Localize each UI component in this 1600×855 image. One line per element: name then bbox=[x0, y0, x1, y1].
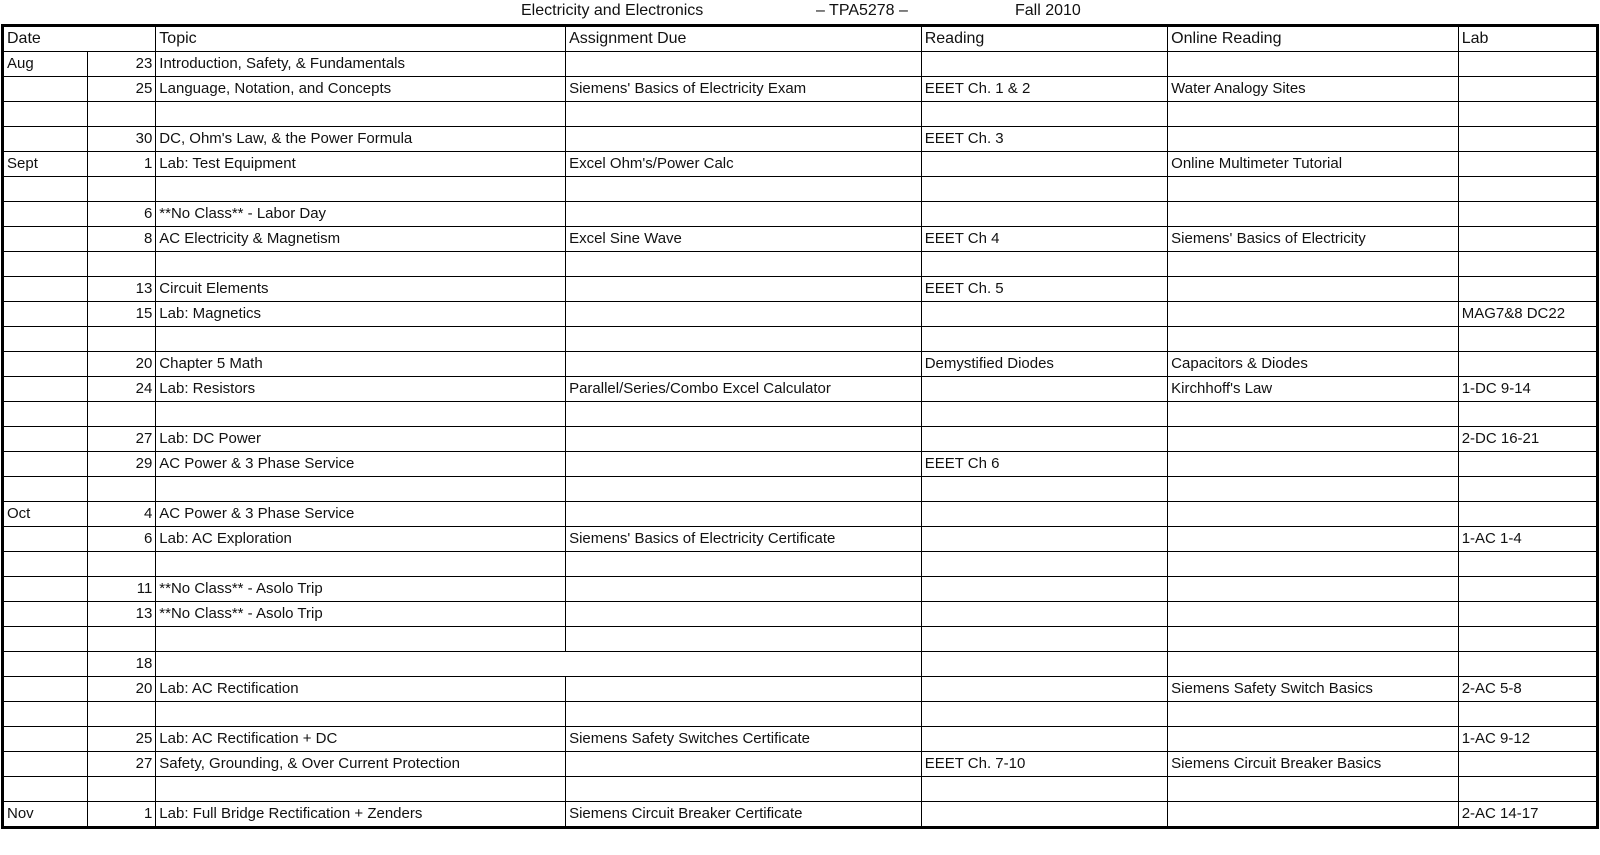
cell-assignment bbox=[566, 327, 922, 352]
course-code: – TPA5278 – bbox=[816, 2, 908, 19]
header-online-reading: Online Reading bbox=[1168, 26, 1459, 52]
cell-online-reading: Online Multimeter Tutorial bbox=[1168, 152, 1459, 177]
page-header bbox=[0, 0, 1600, 24]
cell-assignment bbox=[566, 777, 922, 802]
cell-month bbox=[3, 302, 88, 327]
course-title: Electricity and Electronics bbox=[521, 2, 704, 19]
cell-day: 1 bbox=[88, 152, 156, 177]
cell-online-reading: Kirchhoff's Law bbox=[1168, 377, 1459, 402]
cell-lab: 2-DC 16-21 bbox=[1458, 427, 1597, 452]
cell-reading bbox=[921, 602, 1167, 627]
cell-day bbox=[88, 552, 156, 577]
schedule-row bbox=[3, 602, 1598, 627]
cell-topic: Lab: DC Power bbox=[156, 427, 566, 452]
cell-reading bbox=[921, 152, 1167, 177]
cell-month bbox=[3, 352, 88, 377]
cell-online-reading bbox=[1168, 502, 1459, 527]
cell-online-reading: Siemens' Basics of Electricity bbox=[1168, 227, 1459, 252]
cell-topic: **No Class** - Asolo Trip bbox=[156, 602, 566, 627]
cell-lab: 1-AC 1-4 bbox=[1458, 527, 1597, 552]
cell-online-reading bbox=[1168, 277, 1459, 302]
cell-lab bbox=[1458, 127, 1597, 152]
cell-online-reading bbox=[1168, 777, 1459, 802]
cell-day: 23 bbox=[88, 52, 156, 77]
cell-topic: Lab: Magnetics bbox=[156, 302, 566, 327]
cell-reading: EEET Ch 6 bbox=[921, 452, 1167, 477]
cell-reading bbox=[921, 502, 1167, 527]
cell-lab bbox=[1458, 502, 1597, 527]
cell-day: 27 bbox=[88, 427, 156, 452]
schedule-row bbox=[3, 302, 1598, 327]
cell-reading bbox=[921, 802, 1167, 828]
schedule-row bbox=[3, 727, 1598, 752]
cell-reading: EEET Ch. 1 & 2 bbox=[921, 77, 1167, 102]
cell-day: 6 bbox=[88, 527, 156, 552]
cell-online-reading bbox=[1168, 402, 1459, 427]
schedule-row bbox=[3, 202, 1598, 227]
cell-reading bbox=[921, 52, 1167, 77]
cell-lab bbox=[1458, 452, 1597, 477]
cell-month bbox=[3, 752, 88, 777]
cell-topic: Circuit Elements bbox=[156, 277, 566, 302]
cell-lab bbox=[1458, 352, 1597, 377]
cell-online-reading bbox=[1168, 627, 1459, 652]
cell-topic bbox=[156, 252, 566, 277]
cell-assignment: Excel Ohm's/Power Calc bbox=[566, 152, 922, 177]
cell-month bbox=[3, 77, 88, 102]
schedule-row bbox=[3, 677, 1598, 702]
cell-month bbox=[3, 277, 88, 302]
cell-assignment bbox=[566, 177, 922, 202]
cell-lab bbox=[1458, 577, 1597, 602]
header-lab: Lab bbox=[1458, 26, 1597, 52]
cell-online-reading bbox=[1168, 577, 1459, 602]
cell-day: 15 bbox=[88, 302, 156, 327]
schedule-row bbox=[3, 127, 1598, 152]
cell-reading bbox=[921, 477, 1167, 502]
cell-topic: Lab: AC Rectification + DC bbox=[156, 727, 566, 752]
cell-day: 24 bbox=[88, 377, 156, 402]
cell-lab bbox=[1458, 227, 1597, 252]
schedule-row bbox=[3, 627, 1598, 652]
cell-day bbox=[88, 477, 156, 502]
cell-assignment bbox=[566, 252, 922, 277]
cell-assignment bbox=[566, 477, 922, 502]
cell-topic: Lab: AC Rectification bbox=[156, 677, 566, 702]
cell-lab bbox=[1458, 752, 1597, 777]
cell-month bbox=[3, 702, 88, 727]
cell-online-reading bbox=[1168, 102, 1459, 127]
schedule-table bbox=[1, 24, 1599, 829]
cell-topic: AC Power & 3 Phase Service bbox=[156, 452, 566, 477]
cell-assignment bbox=[566, 302, 922, 327]
cell-topic: Lab: Resistors bbox=[156, 377, 566, 402]
cell-assignment bbox=[566, 102, 922, 127]
header-row bbox=[3, 26, 1598, 52]
cell-assignment: Siemens Circuit Breaker Certificate bbox=[566, 802, 922, 828]
cell-lab: 2-AC 14-17 bbox=[1458, 802, 1597, 828]
cell-day bbox=[88, 327, 156, 352]
cell-month bbox=[3, 227, 88, 252]
cell-online-reading bbox=[1168, 427, 1459, 452]
cell-lab bbox=[1458, 202, 1597, 227]
cell-topic: Lab: AC Exploration bbox=[156, 527, 566, 552]
cell-reading bbox=[921, 702, 1167, 727]
cell-topic: AC Electricity & Magnetism bbox=[156, 227, 566, 252]
cell-assignment bbox=[566, 552, 922, 577]
cell-online-reading bbox=[1168, 52, 1459, 77]
cell-month: Oct bbox=[3, 502, 88, 527]
schedule-row bbox=[3, 352, 1598, 377]
cell-day: 27 bbox=[88, 752, 156, 777]
schedule-row bbox=[3, 402, 1598, 427]
cell-online-reading bbox=[1168, 552, 1459, 577]
cell-month: Nov bbox=[3, 802, 88, 828]
cell-lab bbox=[1458, 177, 1597, 202]
cell-lab: MAG7&8 DC22 bbox=[1458, 302, 1597, 327]
course-term: Fall 2010 bbox=[1015, 2, 1081, 19]
cell-assignment bbox=[566, 127, 922, 152]
cell-day: 25 bbox=[88, 727, 156, 752]
cell-reading bbox=[921, 727, 1167, 752]
schedule-row bbox=[3, 102, 1598, 127]
schedule-row bbox=[3, 702, 1598, 727]
cell-topic bbox=[156, 477, 566, 502]
cell-assignment bbox=[566, 352, 922, 377]
cell-day: 13 bbox=[88, 277, 156, 302]
schedule-row bbox=[3, 252, 1598, 277]
cell-topic: Lab: Full Bridge Rectification + Zenders bbox=[156, 802, 566, 828]
cell-day: 4 bbox=[88, 502, 156, 527]
cell-assignment bbox=[566, 577, 922, 602]
cell-day bbox=[88, 402, 156, 427]
cell-assignment bbox=[566, 202, 922, 227]
cell-topic: Safety, Grounding, & Over Current Protection bbox=[156, 752, 566, 777]
cell-assignment bbox=[566, 627, 922, 652]
cell-lab bbox=[1458, 152, 1597, 177]
cell-day: 30 bbox=[88, 127, 156, 152]
schedule-row bbox=[3, 752, 1598, 777]
cell-assignment bbox=[566, 52, 922, 77]
schedule-row bbox=[3, 327, 1598, 352]
cell-online-reading: Siemens Safety Switch Basics bbox=[1168, 677, 1459, 702]
cell-month bbox=[3, 602, 88, 627]
cell-day: 29 bbox=[88, 452, 156, 477]
cell-reading: EEET Ch. 3 bbox=[921, 127, 1167, 152]
cell-lab bbox=[1458, 602, 1597, 627]
cell-topic bbox=[156, 327, 566, 352]
cell-online-reading: Capacitors & Diodes bbox=[1168, 352, 1459, 377]
cell-topic bbox=[156, 552, 566, 577]
cell-day bbox=[88, 777, 156, 802]
cell-reading bbox=[921, 377, 1167, 402]
cell-month: Sept bbox=[3, 152, 88, 177]
cell-reading bbox=[921, 402, 1167, 427]
cell-online-reading bbox=[1168, 602, 1459, 627]
cell-topic: Language, Notation, and Concepts bbox=[156, 77, 566, 102]
cell-topic: **No Class** - Asolo Trip bbox=[156, 577, 566, 602]
cell-day: 11 bbox=[88, 577, 156, 602]
schedule-row bbox=[3, 152, 1598, 177]
cell-day: 8 bbox=[88, 227, 156, 252]
cell-reading bbox=[921, 177, 1167, 202]
cell-month bbox=[3, 252, 88, 277]
cell-lab bbox=[1458, 327, 1597, 352]
cell-month bbox=[3, 402, 88, 427]
cell-reading bbox=[921, 627, 1167, 652]
cell-lab bbox=[1458, 652, 1597, 677]
cell-lab bbox=[1458, 552, 1597, 577]
cell-reading: EEET Ch 4 bbox=[921, 227, 1167, 252]
cell-online-reading bbox=[1168, 527, 1459, 552]
cell-lab bbox=[1458, 77, 1597, 102]
cell-reading bbox=[921, 527, 1167, 552]
cell-assignment bbox=[566, 752, 922, 777]
cell-online-reading bbox=[1168, 702, 1459, 727]
cell-topic bbox=[156, 777, 566, 802]
cell-lab bbox=[1458, 627, 1597, 652]
cell-lab bbox=[1458, 477, 1597, 502]
cell-assignment bbox=[566, 402, 922, 427]
cell-month bbox=[3, 327, 88, 352]
cell-topic bbox=[156, 652, 921, 677]
cell-assignment: Parallel/Series/Combo Excel Calculator bbox=[566, 377, 922, 402]
cell-assignment bbox=[566, 602, 922, 627]
cell-online-reading bbox=[1168, 652, 1459, 677]
cell-day: 1 bbox=[88, 802, 156, 828]
cell-online-reading bbox=[1168, 452, 1459, 477]
cell-online-reading bbox=[1168, 302, 1459, 327]
cell-month bbox=[3, 202, 88, 227]
cell-reading bbox=[921, 652, 1167, 677]
schedule-row bbox=[3, 552, 1598, 577]
cell-month bbox=[3, 127, 88, 152]
cell-reading bbox=[921, 252, 1167, 277]
cell-reading: EEET Ch. 7-10 bbox=[921, 752, 1167, 777]
cell-topic bbox=[156, 702, 566, 727]
cell-reading bbox=[921, 552, 1167, 577]
cell-day: 20 bbox=[88, 677, 156, 702]
cell-assignment bbox=[566, 427, 922, 452]
cell-month bbox=[3, 552, 88, 577]
cell-lab bbox=[1458, 277, 1597, 302]
cell-reading bbox=[921, 102, 1167, 127]
schedule-row bbox=[3, 377, 1598, 402]
schedule-row bbox=[3, 777, 1598, 802]
cell-reading bbox=[921, 777, 1167, 802]
cell-lab bbox=[1458, 102, 1597, 127]
schedule-row bbox=[3, 477, 1598, 502]
cell-reading bbox=[921, 677, 1167, 702]
cell-month: Aug bbox=[3, 52, 88, 77]
schedule-row bbox=[3, 527, 1598, 552]
cell-topic bbox=[156, 177, 566, 202]
cell-topic: **No Class** - Labor Day bbox=[156, 202, 566, 227]
header-assignment: Assignment Due bbox=[566, 26, 922, 52]
cell-month bbox=[3, 652, 88, 677]
schedule-row bbox=[3, 652, 1598, 677]
schedule-row bbox=[3, 577, 1598, 602]
cell-online-reading bbox=[1168, 202, 1459, 227]
cell-topic bbox=[156, 627, 566, 652]
cell-day: 13 bbox=[88, 602, 156, 627]
cell-month bbox=[3, 777, 88, 802]
cell-reading bbox=[921, 577, 1167, 602]
cell-lab bbox=[1458, 402, 1597, 427]
cell-topic bbox=[156, 402, 566, 427]
schedule-row bbox=[3, 452, 1598, 477]
cell-lab bbox=[1458, 702, 1597, 727]
cell-online-reading: Water Analogy Sites bbox=[1168, 77, 1459, 102]
cell-online-reading bbox=[1168, 802, 1459, 828]
cell-assignment: Siemens' Basics of Electricity Certificate bbox=[566, 527, 922, 552]
cell-lab: 1-AC 9-12 bbox=[1458, 727, 1597, 752]
cell-reading bbox=[921, 327, 1167, 352]
cell-month bbox=[3, 427, 88, 452]
cell-day: 25 bbox=[88, 77, 156, 102]
cell-day bbox=[88, 102, 156, 127]
cell-assignment bbox=[566, 677, 922, 702]
cell-day: 20 bbox=[88, 352, 156, 377]
schedule-row bbox=[3, 77, 1598, 102]
cell-month bbox=[3, 527, 88, 552]
schedule-row bbox=[3, 502, 1598, 527]
cell-topic: Lab: Test Equipment bbox=[156, 152, 566, 177]
schedule-row bbox=[3, 277, 1598, 302]
cell-month bbox=[3, 677, 88, 702]
cell-day: 18 bbox=[88, 652, 156, 677]
cell-month bbox=[3, 577, 88, 602]
cell-lab bbox=[1458, 777, 1597, 802]
cell-reading: Demystified Diodes bbox=[921, 352, 1167, 377]
cell-reading bbox=[921, 302, 1167, 327]
cell-assignment bbox=[566, 277, 922, 302]
schedule-row bbox=[3, 802, 1598, 828]
cell-day bbox=[88, 177, 156, 202]
cell-assignment bbox=[566, 702, 922, 727]
cell-month bbox=[3, 377, 88, 402]
cell-lab bbox=[1458, 52, 1597, 77]
cell-assignment bbox=[566, 502, 922, 527]
cell-topic: DC, Ohm's Law, & the Power Formula bbox=[156, 127, 566, 152]
header-topic: Topic bbox=[156, 26, 566, 52]
schedule-row bbox=[3, 52, 1598, 77]
cell-reading bbox=[921, 427, 1167, 452]
cell-lab: 2-AC 5-8 bbox=[1458, 677, 1597, 702]
cell-online-reading bbox=[1168, 177, 1459, 202]
cell-lab: 1-DC 9-14 bbox=[1458, 377, 1597, 402]
cell-topic: AC Power & 3 Phase Service bbox=[156, 502, 566, 527]
cell-topic: Chapter 5 Math bbox=[156, 352, 566, 377]
cell-reading bbox=[921, 202, 1167, 227]
cell-month bbox=[3, 452, 88, 477]
cell-day: 6 bbox=[88, 202, 156, 227]
cell-month bbox=[3, 477, 88, 502]
schedule-row bbox=[3, 177, 1598, 202]
cell-online-reading bbox=[1168, 727, 1459, 752]
cell-day bbox=[88, 702, 156, 727]
cell-assignment: Siemens Safety Switches Certificate bbox=[566, 727, 922, 752]
cell-assignment bbox=[566, 452, 922, 477]
cell-assignment: Excel Sine Wave bbox=[566, 227, 922, 252]
cell-online-reading bbox=[1168, 252, 1459, 277]
header-date: Date bbox=[3, 26, 156, 52]
cell-lab bbox=[1458, 252, 1597, 277]
cell-topic: Introduction, Safety, & Fundamentals bbox=[156, 52, 566, 77]
cell-reading: EEET Ch. 5 bbox=[921, 277, 1167, 302]
cell-day bbox=[88, 627, 156, 652]
cell-topic bbox=[156, 102, 566, 127]
cell-month bbox=[3, 727, 88, 752]
cell-online-reading bbox=[1168, 477, 1459, 502]
cell-online-reading: Siemens Circuit Breaker Basics bbox=[1168, 752, 1459, 777]
cell-month bbox=[3, 102, 88, 127]
cell-online-reading bbox=[1168, 327, 1459, 352]
cell-assignment: Siemens' Basics of Electricity Exam bbox=[566, 77, 922, 102]
cell-month bbox=[3, 177, 88, 202]
cell-day bbox=[88, 252, 156, 277]
schedule-row bbox=[3, 227, 1598, 252]
cell-month bbox=[3, 627, 88, 652]
header-reading: Reading bbox=[921, 26, 1167, 52]
cell-online-reading bbox=[1168, 127, 1459, 152]
schedule-row bbox=[3, 427, 1598, 452]
